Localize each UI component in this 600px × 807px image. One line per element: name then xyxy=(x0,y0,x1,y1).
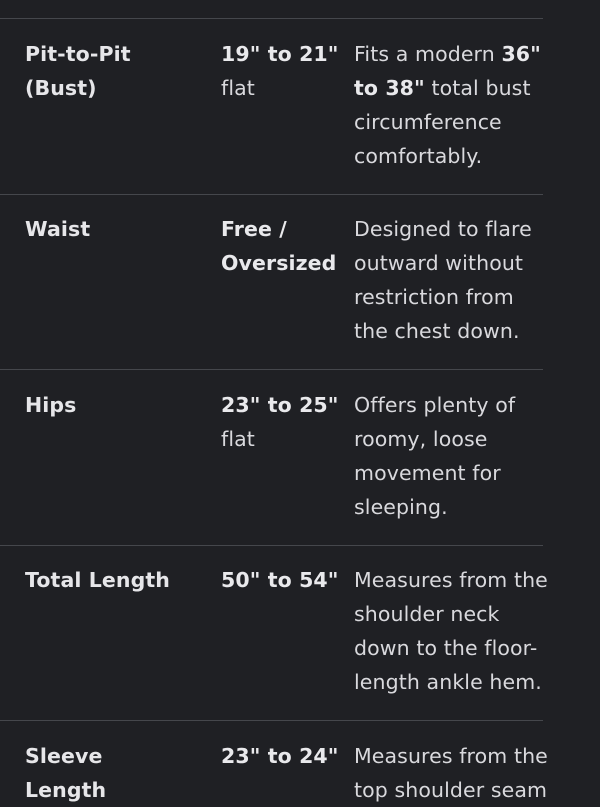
description-line: top shoulder seam xyxy=(354,778,548,802)
row-divider xyxy=(0,18,543,19)
description-cell xyxy=(354,739,554,807)
size-value-cell xyxy=(221,388,343,456)
description-line: roomy, loose xyxy=(354,427,488,451)
size-value: flat xyxy=(221,427,255,451)
measurement-cell xyxy=(25,739,205,807)
size-value: 50" to 54" xyxy=(221,568,339,592)
measurement-label: Pit-to-Pit xyxy=(25,42,131,66)
size-value-cell xyxy=(221,37,343,105)
measurement-label: Waist xyxy=(25,217,91,241)
measurement-cell xyxy=(25,563,205,597)
description-line: the chest down. xyxy=(354,319,520,343)
description-line: outward without xyxy=(354,251,524,275)
description-cell xyxy=(354,563,554,699)
measurement-label: Length xyxy=(25,778,107,802)
size-value: 23" to 25" xyxy=(221,393,339,417)
size-value-cell xyxy=(221,739,343,773)
measurement-label: (Bust) xyxy=(25,76,97,100)
description-text: total bust xyxy=(424,76,531,100)
description-line: length ankle hem. xyxy=(354,670,542,694)
description-text: 36" xyxy=(501,42,541,66)
description-line: Designed to flare xyxy=(354,217,532,241)
description-line: movement for xyxy=(354,461,501,485)
description-cell xyxy=(354,37,554,173)
measurement-label: Sleeve xyxy=(25,744,103,768)
row-divider xyxy=(0,194,543,195)
description-line: restriction from xyxy=(354,285,514,309)
description-cell xyxy=(354,212,554,348)
measurement-cell xyxy=(25,388,205,422)
size-value-cell xyxy=(221,212,343,280)
description-line: down to the floor- xyxy=(354,636,538,660)
description-line: sleeping. xyxy=(354,495,448,519)
measurement-cell xyxy=(25,212,205,246)
row-divider xyxy=(0,369,543,370)
description-line: comfortably. xyxy=(354,144,483,168)
size-value: Free / xyxy=(221,217,287,241)
description-line: Offers plenty of xyxy=(354,393,516,417)
row-divider xyxy=(0,720,543,721)
measurement-label: Hips xyxy=(25,393,77,417)
measurement-label: Total Length xyxy=(25,568,170,592)
size-value-cell xyxy=(221,563,343,597)
description-line xyxy=(354,37,554,71)
size-value: flat xyxy=(221,76,255,100)
size-value: Oversized xyxy=(221,251,337,275)
description-line: shoulder neck xyxy=(354,602,500,626)
description-line: circumference xyxy=(354,110,502,134)
size-value: 23" to 24" xyxy=(221,744,339,768)
description-line: Measures from the xyxy=(354,744,548,768)
description-text: to 38" xyxy=(354,76,425,100)
size-value: 19" to 21" xyxy=(221,42,339,66)
description-cell xyxy=(354,388,554,524)
measurement-cell xyxy=(25,37,205,105)
row-divider xyxy=(0,545,543,546)
description-line xyxy=(354,71,554,105)
description-line: Measures from the xyxy=(354,568,548,592)
description-text: Fits a modern xyxy=(354,42,502,66)
